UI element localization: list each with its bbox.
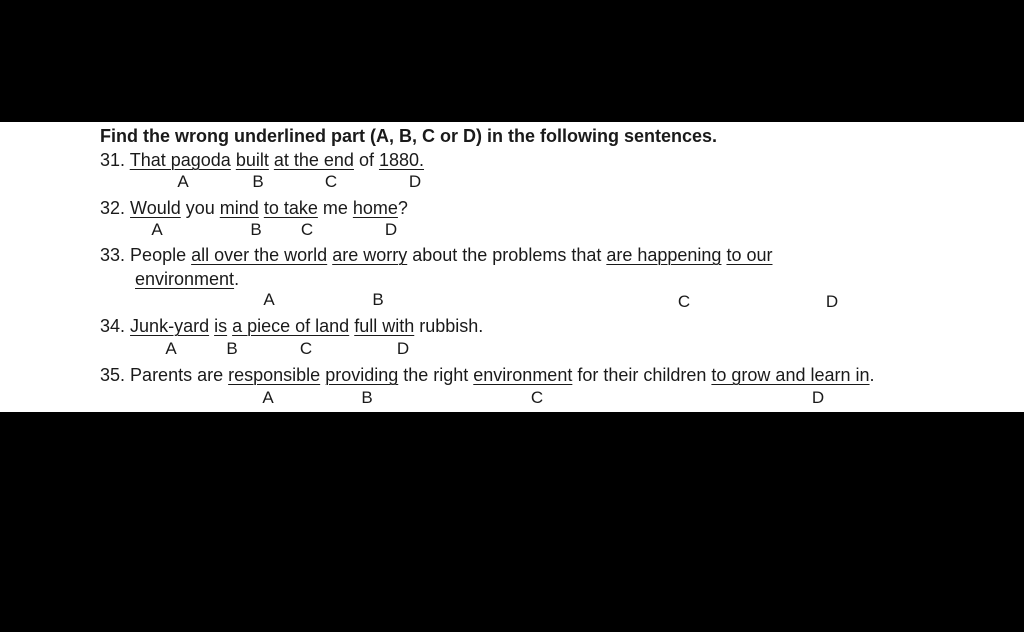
question-33-line-2: environment. bbox=[135, 269, 240, 289]
option-d-text: full with bbox=[354, 316, 415, 336]
option-b-label: B bbox=[372, 290, 384, 309]
option-b-text: providing bbox=[325, 365, 399, 385]
option-a-label: A bbox=[262, 388, 274, 407]
option-b-label: B bbox=[226, 339, 238, 358]
question-33 bbox=[100, 245, 773, 265]
question-number: 33. bbox=[100, 245, 126, 265]
option-b-label: B bbox=[361, 388, 373, 407]
option-a-label: A bbox=[177, 172, 189, 191]
question-number: 32. bbox=[100, 198, 126, 218]
option-d-label: D bbox=[384, 220, 398, 239]
sentence-text: about the problems that bbox=[407, 245, 607, 265]
option-d-label: D bbox=[396, 339, 410, 358]
option-b-label: B bbox=[250, 220, 262, 239]
option-d-label: D bbox=[408, 172, 422, 191]
option-c-text: to take bbox=[263, 198, 318, 218]
sentence-text: ? bbox=[397, 198, 408, 218]
option-c-label: C bbox=[300, 220, 314, 239]
option-a-label: A bbox=[151, 220, 163, 239]
question-34 bbox=[100, 316, 483, 336]
option-c-text: a piece of land bbox=[232, 316, 350, 336]
worksheet-page bbox=[0, 122, 1024, 412]
sentence-text: you bbox=[180, 198, 220, 218]
question-number: 34. bbox=[100, 316, 126, 336]
sentence-text: of bbox=[353, 150, 379, 170]
option-a-text: Would bbox=[130, 198, 181, 218]
option-c-label: C bbox=[677, 292, 691, 311]
option-c-label: C bbox=[299, 339, 313, 358]
option-c-text: at the end bbox=[273, 150, 354, 170]
option-d-text: home bbox=[352, 198, 398, 218]
option-d-text-continued: environment bbox=[135, 269, 235, 289]
sentence-text: Parents are bbox=[130, 365, 229, 385]
option-a-text: responsible bbox=[228, 365, 321, 385]
option-c-label: C bbox=[530, 388, 544, 407]
option-a-label: A bbox=[165, 339, 177, 358]
option-a-text: Junk-yard bbox=[130, 316, 210, 336]
option-a-label: A bbox=[263, 290, 275, 309]
option-d-label: D bbox=[811, 388, 825, 407]
option-d-text: 1880. bbox=[378, 150, 425, 170]
sentence-text: rubbish. bbox=[414, 316, 484, 336]
option-a-text: all over the world bbox=[191, 245, 328, 265]
option-d-label: D bbox=[825, 292, 839, 311]
sentence-text: People bbox=[130, 245, 192, 265]
option-b-text: is bbox=[214, 316, 228, 336]
question-32 bbox=[100, 198, 408, 218]
question-35: 35. Parents are responsible providing the right environment for their children to grow and learn in. bbox=[100, 365, 875, 385]
question-number: 35. bbox=[100, 365, 126, 385]
sentence-text: for their children bbox=[572, 365, 712, 385]
option-c-label: C bbox=[324, 172, 338, 191]
instruction-heading: Find the wrong underlined part (A, B, C or D) in the following sentences. bbox=[100, 126, 718, 146]
option-b-text: built bbox=[235, 150, 269, 170]
option-d-text: to our bbox=[726, 245, 773, 265]
option-c-text: environment bbox=[473, 365, 573, 385]
option-c-text: are happening bbox=[606, 245, 722, 265]
option-a-text: That pagoda bbox=[129, 150, 231, 170]
option-b-label: B bbox=[252, 172, 264, 191]
question-number: 31. bbox=[100, 150, 126, 170]
option-d-text: to grow and learn in bbox=[711, 365, 870, 385]
option-b-text: are worry bbox=[332, 245, 408, 265]
sentence-text: me bbox=[317, 198, 353, 218]
sentence-text: the right bbox=[398, 365, 474, 385]
question-31 bbox=[100, 150, 424, 170]
option-b-text: mind bbox=[219, 198, 259, 218]
cut-off-text-line bbox=[100, 407, 800, 412]
